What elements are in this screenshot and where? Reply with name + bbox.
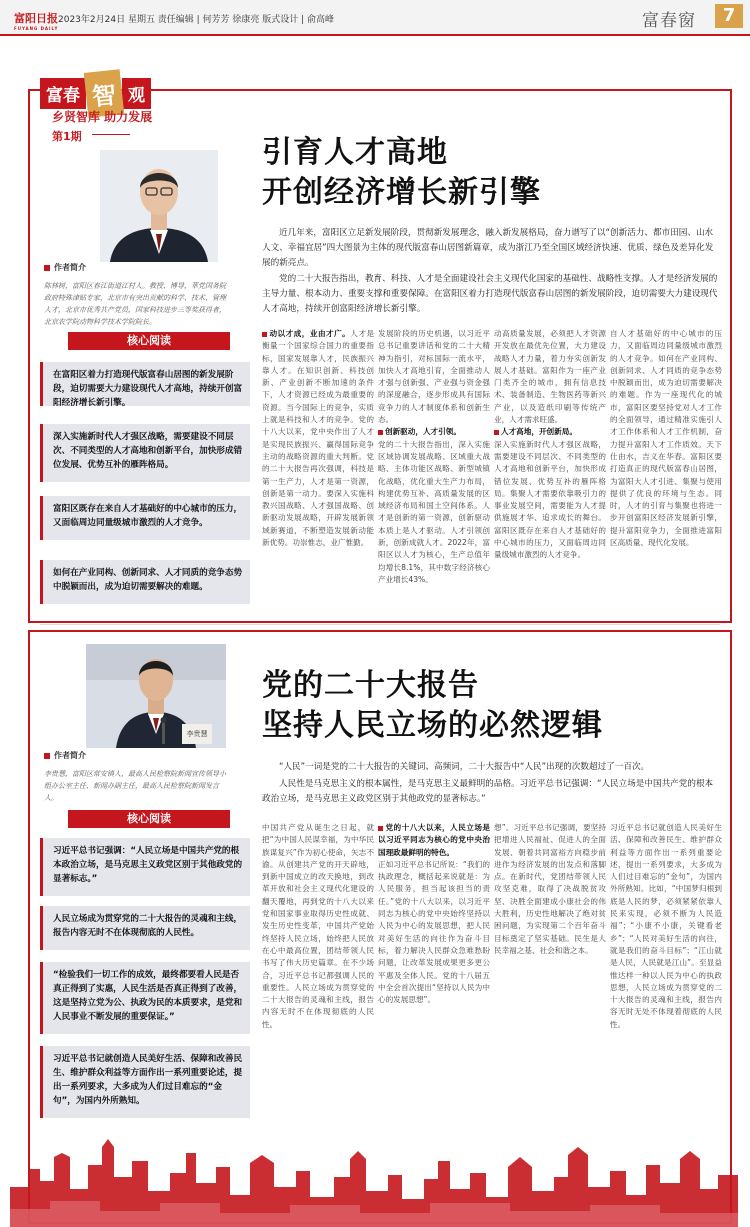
article2-body-col1: 中国共产党从诞生之日起，就把“为中国人民谋幸福，为中华民族谋复兴”作为初心使命，矢志不渝。从创建共产党的开天辟地，到新中国成立的改天换地，到改革开放和社会主义现代化建设的翻天覆地，再到党的十八大以来党和国家事业取得历史性成就、发生历史性变革，中国共产党始终坚持人民立场，始终把人民放在心中最高位置，团结带领人民书写了伟大历史篇章。在不少场合，习近平总书记都强调人民的重要性。人民立场成为贯穿党的二十大报告的灵魂和主线，报告内容无时不在体现彻底的人民性。	[262, 823, 374, 1029]
article1-headline-line1: 引育人才高地	[262, 135, 448, 170]
article2-body-col2	[378, 822, 490, 1122]
article1-col2-text2: 党的二十大报告指出，深入实施区域协调发展战略、区域重大战略、主体功能区战略、新型城镇化战略，优化重大生产力布局，构建优势互补、高质量发展的区域经济布局和国土空间体系。人才是创新的第一资源，创新驱动本质上是人才驱动。人才引领创新，创新成就人才。2022年，富阳区以人才为核心，生产总值年均增长8.1%，其中数字经济核心产业增长43%。	[378, 439, 490, 584]
article1-point-3: 富阳区既存在来自人才基础好的中心城市的压力，又面临周边同量级城市激烈的人才竞争。	[40, 496, 250, 540]
article2-headline	[262, 666, 603, 746]
article1-point-1: 在富阳区着力打造现代版富春山居图的新发展阶段，迫切需要大力建设现代人才高地，持续开创富阳经济增长新引擎。	[40, 362, 250, 406]
author2-bio: 李贵慧，富阳区常安镇人，最高人民检察院新闻宣传领导小组办公室主任、新闻办副主任，最高人民检察院新闻发言人。	[44, 770, 226, 802]
column-title-part1: 富春	[40, 78, 86, 109]
article2-col2-text2: 正如习近平总书记所说：“我们的执政理念，概括起来说就是：为人民服务，担当起该担当的责任。”党的十八大以来，以习近平同志为核心的党中央始终坚持以人民为中心的发展思想，把人民对美好生活的向往作为奋斗目标，着力解决人民群众急难愁盼问题，让改革发展成果更多更公平惠及全体人民。党的十八届五中全会首次提出“坚持以人民为中心的发展思想”。	[378, 859, 490, 1005]
city-skyline-illustration	[10, 1117, 738, 1227]
author1-portrait	[100, 150, 218, 262]
column-title-part2: 智	[84, 69, 125, 118]
article1-headline-line2: 开创经济增长新引擎	[262, 175, 541, 210]
author2-nameplate: 李贵慧	[186, 730, 208, 738]
article2-point-1: 习近平总书记强调：“人民立场是中国共产党的根本政治立场，是马克思主义政党区别于其他政党的显著标志。”	[40, 838, 250, 896]
article1-point-2: 深入实施新时代人才强区战略，需要建设不同层次、不同类型的人才高地和创新平台，加快形成错位发展、优势互补的雁阵格局。	[40, 424, 250, 482]
article2-point-3: “检验我们一切工作的成效，最终都要看人民是否真正得到了实惠，人民生活是否真正得到了改善，这是坚持立党为公、执政为民的本质要求，是党和人民事业不断发展的重要保证。”	[40, 962, 250, 1034]
article1-subhead-1: 动以才成，业由才广。	[262, 329, 350, 338]
section-name: 富春窗	[642, 11, 696, 31]
article1-body-col4: 自人才基础好的中心城市的压力，又面临周边同量级城市激烈的人才竞争。如何在产业同构、创新同求、人才同质的竞争态势中脱颖而出，成为迫切需要解决的难题。作为一座现代化的城市，富阳区要坚持党对人才工作的全面领导，通过精准实施引人才工作体系和人才工作机制，奋力提升富阳人才工作质效。天下仕由水，吉义在华春。富阳区要打造真正的现代版富春山居图，为富阳大人才引进、集聚与使用提供了优良的环境与生态。同时，人才的引育与集聚也将进一步开创富阳区经济发展新引擎，提升富阳竞争力，全面推进富阳区高质量、现代化发展。	[610, 329, 722, 548]
article2-body-col4: 习近平总书记就创造人民美好生活、保障和改善民生、维护群众利益等方面作出一系列重要论述，提出一系列要求，大多成为人们过目难忘的“金句”，为国内外所熟知。比如，“中国梦归根到底是人民的梦，必须紧紧依靠人民来实现，必须不断为人民造福”；“小康不小康，关键看老乡”；“人民对美好生活的向往，就是我们的奋斗目标”；“江山就是人民，人民就是江山”。至显益惟达样一种以人民为中心的执政思想，人民立场成为贯穿党的二十大报告的灵魂和主线，报告内容无时无处不体现着彻底的人民性。	[610, 823, 722, 1029]
issue-underline	[92, 134, 130, 135]
issue-info: 2023年2月24日 星期五 责任编辑 | 何芳芳 徐康亮 版式设计 | 俞高峰	[58, 15, 335, 25]
article1-body-col3	[494, 328, 606, 613]
article1-lede1: 近几年来，富阳区立足新发展阶段，贯彻新发展理念，融入新发展格局，奋力谱写了以“创新活力、都市田园、山水人文、幸福宜居”四大图景为主体的现代版富春山居图新篇章，成为浙江乃至全国区域经济快速、优质、绿色及差异化发展的新亮点。	[262, 228, 714, 268]
article1-col3-text2: 深入实施新时代人才强区战略，需要建设不同层次、不同类型的人才高地和创新平台，加快形成错位发展、优势互补的雁阵格局。集聚人才需要依靠吸引力的事业发展空间，需要能为人才提供施展才华、追求成长的舞台。富阳区既存在来自人才基础好的中心城市的压力，又面临周边同量级城市激烈的人才竞争。	[494, 439, 606, 560]
article1-subhead-2: 创新驱动，人才引领。	[378, 426, 490, 438]
article1-headline	[262, 133, 541, 213]
article2-lede1: “人民”一词是党的二十大报告的关键词、高频词，二十大报告中“人民”出现的次数超过了一百次。	[279, 762, 650, 772]
author1-bio: 陈林树，富阳区春江街道江村人。教授、博导，華党国务院政府特殊津贴专家，北京市有突出贡献的科学、技术、管理人才，北京市优秀共产党员，国家科技进步三等奖获得者，北京农学院动物科学技术学院院长。	[44, 282, 226, 326]
article1-core-reading-title: 核心阅读	[68, 332, 230, 350]
issue-number: 第1期	[52, 130, 82, 143]
article2-point-4: 习近平总书记就创造人民美好生活、保障和改善民生、维护群众利益等方面作出一系列重要论述，提出一系列要求，大多成为人们过目难忘的“金句”，为国内外所熟知。	[40, 1046, 250, 1118]
column-title-part3: 观	[122, 78, 151, 109]
article2-lede2: 人民性是马克思主义的根本属性，是马克思主义最鲜明的品格。习近平总书记强调：“人民立场是中国共产党的根本政治立场，是马克思主义政党区别于其他政党的显著标志。”	[262, 779, 714, 804]
article2-core-reading-title: 核心阅读	[68, 810, 230, 828]
page-number: 7	[715, 4, 743, 28]
masthead	[0, 0, 750, 36]
article1-point-4: 如何在产业同构、创新同求、人才同质的竞争态势中脱颖而出，成为迫切需要解决的难题。	[40, 560, 250, 604]
column-subtitle: 乡贤智库 助力发展	[52, 110, 153, 124]
author2-portrait	[86, 644, 226, 748]
article1-subhead-3: 人才高地，开创新局。	[494, 426, 606, 438]
article2-body-col3: 想”。习近平总书记强调，要坚持把增进人民福祉、促进人的全面发展、朝着共同富裕方向稳步前进作为经济发展的出发点和落脚点。在新时代，党团结带领人民攻坚克难，取得了决战脱贫攻坚、决胜全面建成小康社会的伟大胜利，历史性地解决了绝对贫困问题，为实现第二个百年奋斗目标奠定了坚实基础。民生是人民幸福之基、社会和谐之本。	[494, 823, 606, 955]
logo-subtitle: FUYANG DAILY	[14, 26, 59, 31]
article1-body-col1	[262, 328, 374, 613]
article2-headline-line1: 党的二十大报告	[262, 668, 479, 703]
article2-headline-line2: 坚持人民立场的必然逻辑	[262, 708, 603, 743]
article2-col2-lead: 党的十八大以来，人民立场是以习近平同志为核心的党中央治国理政最鲜明的特色。	[378, 822, 490, 859]
article1-lede2: 党的二十大报告指出，教育、科技、人才是全面建设社会主义现代化国家的基础性、战略性支撑。人才是经济发展的主导力量、根本动力、重要支撑和重要保障。在富阳区着力打造现代版富春山居图的新发展阶段，迫切需要大力建设现代人才高地，持续开创富阳经济增长新引擎。	[262, 274, 718, 314]
article1-col2-text: 发展阶段的历史机遇，以习近平总书记重要讲话和党的二十大精神为指引，对标国际一流水平，加快人才高地引育，全面推动人才强与创新强、产业强与资金强的深度融合，逐步形成具有国际竞争力的人才制度体系和创新生态。	[378, 329, 490, 425]
article1-col3-text: 动高质量发展，必须把人才资源开发放在最优先位置，大力建设战略人才力量，着力夯实创新发展人才基础。富阳作为一座产业门类齐全的城市，拥有信息技术、装备制造、生物医药等新兴产业，以及造纸印刷等传统产业，人才需求旺盛。	[494, 329, 606, 425]
newspaper-logo: 富阳日报 FUYANG DAILY	[14, 12, 59, 31]
article2-point-2: 人民立场成为贯穿党的二十大报告的灵魂和主线，报告内容无时不在体现彻底的人民性。	[40, 906, 250, 950]
article1-body-col2	[378, 328, 490, 613]
author1-label: 作者简介	[44, 262, 86, 273]
section-divider	[40, 624, 720, 625]
author2-label: 作者简介	[44, 750, 86, 761]
article1-col1-text: 人才是衡量一个国家综合国力的重要指标，国家发展靠人才，民族振兴靠人才。在知识创新、科技创新、产业创新不断加速的条件下，人才资源已经成为最重要的资源。当今国际上的竞争，实质上就是科技和人才的竞争。党的十八大以来，党中央作出了人才是实现民族振兴、赢得国际竞争主动的战略资源的重大判断。党的二十大报告再次强调，科技是第一生产力，人才是第一资源，创新是第一动力。要深入实施科教兴国战略、人才强国战略、创新驱动发展战略，开辟发展新领域新赛道，不断塑造发展新动能新优势。功崇惟志，业广惟勤。	[262, 329, 374, 548]
